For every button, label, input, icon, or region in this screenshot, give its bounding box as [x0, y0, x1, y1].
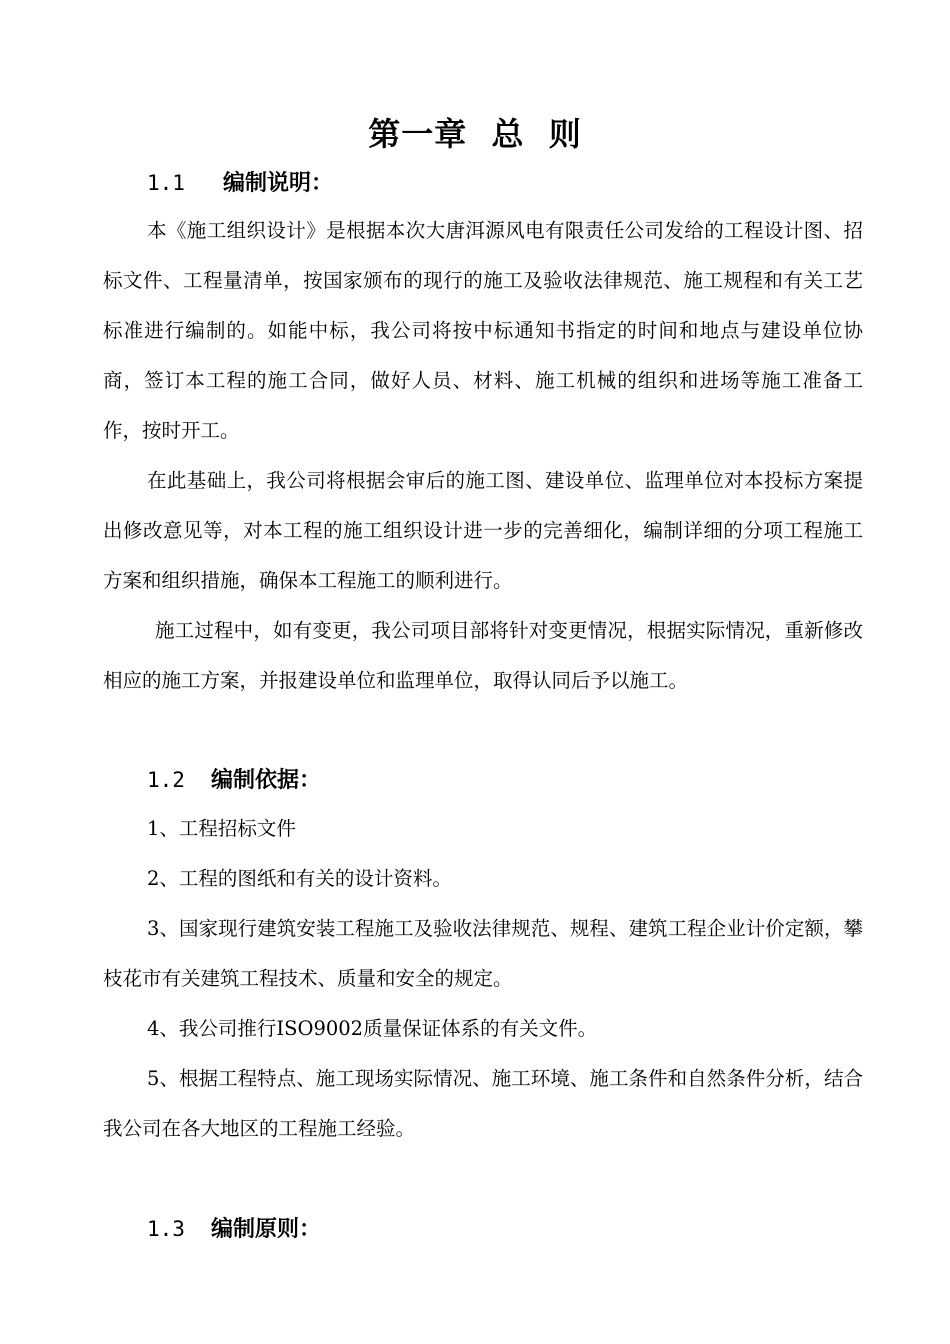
basis-item-3: 3、国家现行建筑安装工程施工及验收法律规范、规程、建筑工程企业计价定额，攀枝花市有关建筑工程技术、质量和安全的规定。: [103, 917, 863, 990]
paragraph-1-1-1: 本《施工组织设计》是根据本次大唐洱源风电有限责任公司发给的工程设计图、招标文件、工程量清单，按国家颁布的现行的施工及验收法律规范、施工规程和有关工艺标准进行编制的。如能中标，我公司将按中标通知书指定的时间和地点与建设单位协商，签订本工程的施工合同，做好人员、材料、施工机械的组织和进场等施工准备工作，按时开工。: [103, 219, 863, 442]
section-title: 编制依据：: [211, 768, 322, 793]
basis-item-1: 1、工程招标文件: [147, 817, 296, 840]
section-heading-1-2: [147, 765, 321, 796]
paragraph-1-1-2: 在此基础上，我公司将根据会审后的施工图、建设单位、监理单位对本投标方案提出修改意见等，对本工程的施工组织设计进一步的完善细化，编制详细的分项工程施工方案和组织措施，确保本工程施工的顺利进行。: [103, 469, 863, 592]
basis-item-2: 2、工程的图纸和有关的设计资料。: [147, 867, 452, 890]
basis-item-4: 4、我公司推行ISO9002质量保证体系的有关文件。: [147, 1017, 598, 1040]
section-number: 1.3: [147, 1217, 185, 1241]
section-heading-1-1: [147, 168, 333, 199]
paragraph-1-1-3: 施工过程中，如有变更，我公司项目部将针对变更情况，根据实际情况，重新修改相应的施工方案，并报建设单位和监理单位，取得认同后予以施工。: [103, 619, 863, 692]
section-heading-1-3: [147, 1214, 321, 1245]
section-title: 编制原则：: [211, 1217, 322, 1242]
section-number: 1.2: [147, 768, 185, 792]
section-number: 1.1: [147, 171, 185, 195]
chapter-title: 第一章 总 则: [368, 115, 582, 153]
basis-item-5: 5、根据工程特点、施工现场实际情况、施工环境、施工条件和自然条件分析，结合我公司在各大地区的工程施工经验。: [103, 1067, 863, 1140]
section-title: 编制说明：: [223, 171, 334, 196]
